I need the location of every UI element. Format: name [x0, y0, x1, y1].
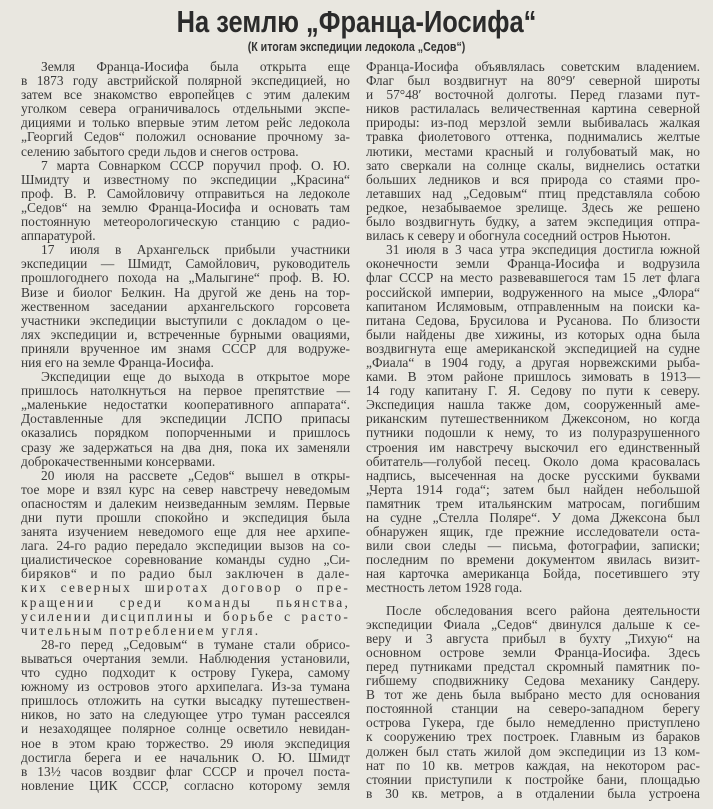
text-line: Доставленные для экспедиции ЛСПО припасы	[21, 411, 350, 427]
text-line: постоянной станции на северо-западном берегу	[366, 701, 700, 717]
text-line: постоянную метеорологическую станцию с радио-	[21, 214, 350, 230]
text-column-right	[366, 60, 700, 801]
text-line: ников, но зато на следующее утро туман рассеялся	[21, 707, 350, 723]
text-line: 7 марта Совнарком СССР поручил проф. О. Ю.	[41, 157, 350, 173]
text-line: биряков“ и по радио был заключен в дале-	[21, 566, 350, 582]
text-line: и незаходящее полярное солнце осветило невидан-	[21, 721, 350, 737]
text-line: После обследования всего района деятельности	[386, 602, 700, 618]
text-line: „Георгий Седов“ положил основание прочному за-	[21, 129, 350, 145]
text-line: последним по времени документом явилась визит-	[366, 552, 700, 568]
text-line: Экспедиции еще до выхода в открытое море	[41, 369, 350, 385]
text-line: ния его на земле Франца-Иосифа.	[21, 354, 214, 370]
article-headline: На землю „Франца-Иосифа“	[176, 4, 537, 39]
text-line: „Седов“ на землю Франца-Иосифа и основать там	[21, 199, 350, 215]
text-line: природы: из-под мерзлой земли выбивалась жалкая	[366, 115, 700, 131]
text-line: экспедиции Фиала „Седов“ двинулся дальше к се-	[366, 616, 700, 632]
text-line: жественном заседании архангельского горсовета	[21, 298, 350, 314]
text-line: травка фиолетового оттенка, поднимались желтые	[366, 129, 700, 145]
text-line: и 57°48′ восточной долготы. Перед глазами пут-	[366, 87, 700, 103]
paragraph	[366, 243, 700, 595]
text-line: что судно подходит к острову Гукера, самому	[21, 665, 350, 681]
text-line: 31 июля в 3 часа утра экспедиция достигла южной	[386, 242, 700, 258]
text-line: Визе и биолог Белкин. На другой же день на тор-	[21, 284, 350, 300]
text-line: летавших над „Седовым“ птиц представляла собою	[366, 185, 700, 201]
text-line: Флаг был воздвигнут на 80°9′ северной широты	[366, 73, 700, 89]
text-line: ников растилалась величественная картина северной	[366, 101, 700, 117]
text-line: на судне „Стелла Поляре“. У дома Джексона был	[366, 510, 700, 525]
text-line: флаг СССР на место развевавшегося там 15 лет флага	[366, 270, 700, 286]
text-line: Экспедиция нашла также дом, сооруженный аме-	[366, 397, 700, 413]
text-line: лях экспедиции и, встреченные бурными овациями,	[21, 326, 350, 342]
text-line: памятник трем итальянским матросам, погибшим	[366, 495, 700, 511]
text-line: риканским путешественником Джексоном, но когда	[366, 411, 700, 427]
text-line: питана Седова, Брусилова и Русанова. По близости	[366, 312, 700, 328]
text-line: 28-го перед „Седовым“ в тумане стали обрисо-	[41, 636, 350, 652]
text-line: оказались порядком попорченными и пришлось	[21, 425, 350, 441]
paragraph	[21, 159, 350, 244]
text-line: чительным потреблением угля.	[21, 622, 261, 638]
text-line: стоянии приступили к постройке бани, площадью	[366, 771, 700, 787]
text-line: обитатель—голубой песец. Около дома красовалась	[366, 453, 700, 469]
text-line: дни пути прошли спокойно и экспедиция была	[21, 510, 350, 525]
paragraph	[366, 604, 700, 801]
text-line: гибшему сподвижнику Седова механику Сандеру.	[366, 673, 700, 689]
text-line: занята изучением неведомого еще для нее архипе-	[21, 524, 350, 540]
text-line: ная карточка американца Бойда, посетившего эту	[366, 566, 700, 582]
text-line: „маленькие недостатки кооперативного аппарата“.	[21, 397, 350, 413]
text-line: обнаружен ящик, где прежние исследователи оста-	[366, 524, 700, 540]
text-line: пришлось отложить на сутки высадку путешествен-	[21, 693, 350, 709]
text-line: было воздвигнуть будку, а затем экспедиция отпра-	[366, 214, 700, 230]
text-line: в 1873 году австрийской полярной экспедицией, но	[21, 73, 350, 89]
text-line: кращении среди команды пьянства,	[21, 594, 350, 610]
text-line: уголком севера ограничивалось отдельными экспе-	[21, 101, 350, 117]
text-line: капитаном Ислямовым, отправленным на поиски ка-	[366, 298, 700, 314]
text-line: пришлось натолкнуться на первое препятствие —	[21, 383, 350, 399]
text-line: были найдены две хижины, из которых одна была	[366, 326, 700, 342]
text-line: циалистическое соревнование команды судно „Си-	[21, 552, 350, 568]
text-line: селению забытого среди льдов и снегов острова.	[21, 143, 299, 159]
text-line: воздвигнута еще американской экспедицией на судне	[366, 340, 700, 356]
text-line: нат по 10 кв. метров каждая, на некотором рас-	[366, 757, 700, 773]
text-line: доброкачественными консервами.	[21, 453, 216, 469]
text-line: должен был стать жилой дом экспедиции из 13 ком-	[366, 743, 700, 759]
paragraph	[21, 638, 350, 793]
text-line: 14 году капитану Г. Я. Седову по пути к северу.	[366, 383, 700, 399]
text-line: больших ледников и вся природа со стаями про-	[366, 171, 700, 187]
text-line: редкое, незабываемое зрелище. Здесь же решено	[366, 199, 700, 215]
text-line: приняли врученное им знамя СССР для водруже-	[21, 340, 350, 356]
text-line: ких северных широтах договор о пре-	[21, 580, 350, 596]
text-line: прошлогоднего похода на „Малыгине“ проф. В. Ю.	[21, 270, 350, 286]
text-line: новление ЦИК СССР, согласно которому земля	[21, 777, 350, 793]
text-line: ное в этом краю торжество. 29 июля экспедиция	[21, 735, 350, 751]
text-line: ками. В этом районе пришлось зимовать в 1913—	[366, 369, 700, 385]
paragraph	[21, 243, 350, 370]
text-line: 17 июля в Архангельск прибыли участники	[41, 242, 350, 258]
paragraph	[366, 60, 700, 243]
text-line: усилении дисциплины и борьбе с расто-	[21, 608, 350, 624]
text-line: сразу же задержаться на два дня, пока их заменяли	[21, 439, 350, 455]
text-line: Франца-Иосифа объявлялась советским владением.	[366, 59, 700, 74]
text-line: В тот же день была выбрано место для основания	[366, 687, 700, 703]
text-line: затем все знакомство европейцев с этим далеким	[21, 87, 350, 103]
text-line: к сооружению трех построек. Главным из бараков	[366, 729, 700, 745]
text-line: проф. В. Р. Самойловичу отправиться на ледоколе	[21, 185, 350, 201]
text-line: путники подошли к нему, то из полуразрушенного	[366, 425, 700, 441]
text-line: зато сверкали на солнце скалы, виднелись остатки	[366, 157, 700, 173]
paragraph	[21, 469, 350, 638]
text-line: „Черта 1914 года“; затем был найден небольшой	[366, 481, 700, 497]
text-line: экспедиции — Шмидт, Самойлович, руководитель	[21, 256, 350, 272]
text-line: „Фиала“ в 1904 году, а другая норвежскими рыба-	[366, 354, 700, 370]
article-subheadline: (К итогам экспедиции ледокола „Седов“)	[247, 40, 466, 54]
text-line: южному из островов этого архипелага. Из-за тумана	[21, 679, 350, 695]
text-line: надпись, высеченная на доске русскими буквами	[366, 467, 700, 483]
text-line: 20 июля на рассвете „Седов“ вышел в откры-	[41, 467, 350, 483]
text-line: основном острове земли Франца-Иосифа. Здесь	[366, 644, 700, 660]
text-line: участники экспедиции выступили с докладом о це-	[21, 312, 350, 328]
text-line: веру и 3 августа прибыл в бухту „Тихую“ на	[366, 630, 700, 646]
text-line: вываться очертания земли. Наблюдения установили,	[21, 650, 350, 666]
text-line: вилась к северу и обогнула соседний остров Ньютон.	[366, 228, 671, 244]
text-line: лага. 24-го радио передало экспедиции вызов на со-	[21, 538, 350, 554]
text-line: местность летом 1928 года.	[366, 580, 523, 596]
text-line: достигла берега и ее начальник О. Ю. Шмидт	[21, 749, 350, 765]
text-line: в 13½ часов воздвиг флаг СССР и прочел поста-	[21, 763, 350, 779]
text-line: оконечности земли Франца-Иосифа и водрузила	[366, 256, 700, 272]
text-column-left	[21, 60, 350, 793]
text-line: Шмидту и известному по экспедиции „Красина“	[21, 171, 350, 187]
text-line: опасностям и далеким неизведанным землям. Первые	[21, 495, 350, 511]
text-line: острова Гукера, где было немедленно приступлено	[366, 715, 700, 731]
text-line: российской империи, водруженного на мысе „Флора“	[366, 284, 700, 300]
text-line: дициями и только впервые этим летом рейс ледокола	[21, 115, 350, 131]
text-line: Земля Франца-Иосифа была открыта еще	[41, 59, 350, 74]
text-line: в 30 кв. метров, а в отдалении была устроена	[366, 785, 700, 801]
text-line: аппаратурой.	[21, 228, 96, 244]
text-line: перед путниками предстал скромный памятник по-	[366, 658, 700, 674]
text-line: лютики, местами красный и голубоватый мак, но	[366, 143, 700, 159]
paragraph	[21, 60, 350, 159]
paragraph	[21, 370, 350, 469]
text-line: строения им навстречу выскочил его единственный	[366, 439, 700, 455]
text-line: тое море и взял курс на север навстречу неведомым	[21, 481, 350, 497]
text-line: вили свои следы — письма, фотографии, записки;	[366, 538, 700, 554]
